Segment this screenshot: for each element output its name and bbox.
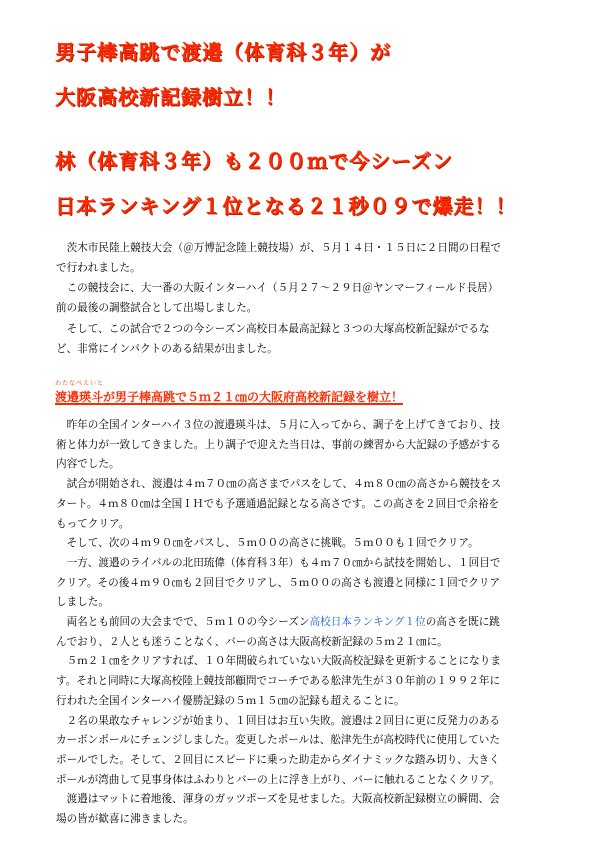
body-text: の高さを既に跳 xyxy=(425,616,500,629)
body-line: クリア。その後４ｍ９０㎝も２回目でクリアし、５ｍ００の高さも渡邉と同様に１回でクリア xyxy=(56,576,501,589)
body-line: ポールでした。そして、２回目にスピードに乗った助走からダイナミックな踏み切り、大きく xyxy=(56,753,500,766)
ranking-highlight: 高校日本ランキング１位 xyxy=(309,616,426,629)
body-line: 場の皆が歓喜に沸きました。 xyxy=(56,813,194,826)
intro-line: この競技会に、大一番の大阪インターハイ（５月２７～２９日＠ヤンマーフィールド長居） xyxy=(56,282,499,294)
body-line: んでおり、２人とも迷うことなく、バーの高さは大阪高校新記録の５ｍ２１㎝に。 xyxy=(56,635,448,648)
intro-line: で行われました。 xyxy=(56,262,141,274)
section-heading xyxy=(55,380,545,406)
body-line: 一方、渡邉のライバルの北田琉偉（体育科３年）も４ｍ７０㎝から試技を開始し、１回目で xyxy=(56,556,501,569)
body-line: ２名の果敢なチャレンジが始まり、１回目はお互い失敗。渡邉は２回目に更に反発力のある xyxy=(56,714,501,727)
subheadline-line-1: 林（体育科３年）も２００ｍで今シーズン xyxy=(55,149,453,173)
body-line: 昨年の全国インターハイ３位の渡邉瑛斗は、５月に入ってから、調子を上げてきており、技 xyxy=(56,419,500,431)
body-line: タート。４ｍ８０㎝は全国ＩＨでも予選通過記録となる高さです。この高さを２回目で余裕を xyxy=(56,497,500,510)
intro-paragraph-2 xyxy=(56,319,546,359)
body-line: 術と体力が一致してきました。上り調子で迎えた当日は、事前の練習から大記録の予感がする xyxy=(56,438,501,451)
section-title: 渡邉瑛斗が男子棒高跳で５ｍ２１㎝の大阪府高校新記録を樹立！ xyxy=(55,390,404,404)
intro-paragraph xyxy=(56,238,546,318)
body-line: 渡邉はマットに着地後、渾身のガッツポーズを見せました。大阪高校新記録樹立の瞬間、会 xyxy=(56,793,500,806)
intro-line: 茨木市民陸上競技大会（＠万博記念陸上競技場）が、５月１４日・１５日に２日間の日程で xyxy=(56,242,501,254)
body-line: もってクリア。 xyxy=(56,517,130,530)
headline-line-1: 男子棒高跳で渡邉（体育科３年）が xyxy=(55,40,391,64)
body-text: 両名とも前回の大会までで、５ｍ１０の今シーズン xyxy=(56,616,310,629)
body-line: カーボンポールにチェンジしました。変更したポールは、舩津先生が高校時代に使用していた xyxy=(56,734,500,747)
body-line: 内容でした。 xyxy=(56,458,120,471)
article-body xyxy=(56,416,546,830)
body-line: しました。 xyxy=(56,596,109,609)
body-line: ポールが湾曲して見事身体はふわりとバーの上に浮き上がり、バーに触れることなくクリア。 xyxy=(56,773,500,786)
headline-line-2: 大阪高校新記録樹立！！ xyxy=(55,85,286,109)
body-line: 行われた全国インターハイ優勝記録の５ｍ１５㎝の記録も超えることに。 xyxy=(56,694,405,707)
body-line: 試合が開始され、渡邉は４ｍ７０㎝の高さまでパスをして、４ｍ８０㎝の高さから競技をス xyxy=(56,478,502,491)
body-line: す。それと同時に大塚高校陸上競技部顧問でコーチである舩津先生が３０年前の１９９２年に xyxy=(56,675,501,688)
intro-line: 前の最後の調整試合として出場しました。 xyxy=(56,302,258,314)
body-line-with-highlight xyxy=(56,613,546,633)
name-ruby: わたなべえいと xyxy=(55,380,105,387)
intro-line: そして、この試合で２つの今シーズン高校日本最高記録と３つの大塚高校新記録がでるな xyxy=(56,323,490,335)
subheadline-line-2: 日本ランキング１位となる２１秒０９で爆走！！ xyxy=(55,194,517,218)
body-line: そして、次の４ｍ９０㎝をパスし、５ｍ００の高さに挑戦。５ｍ００も１回でクリア。 xyxy=(56,537,479,550)
body-line: ５ｍ２１㎝をクリアすれば、１０年間破られていない大阪高校記録を更新することになりま xyxy=(56,655,501,668)
intro-line: ど、非常にインパクトのある結果が出ました。 xyxy=(56,343,278,355)
